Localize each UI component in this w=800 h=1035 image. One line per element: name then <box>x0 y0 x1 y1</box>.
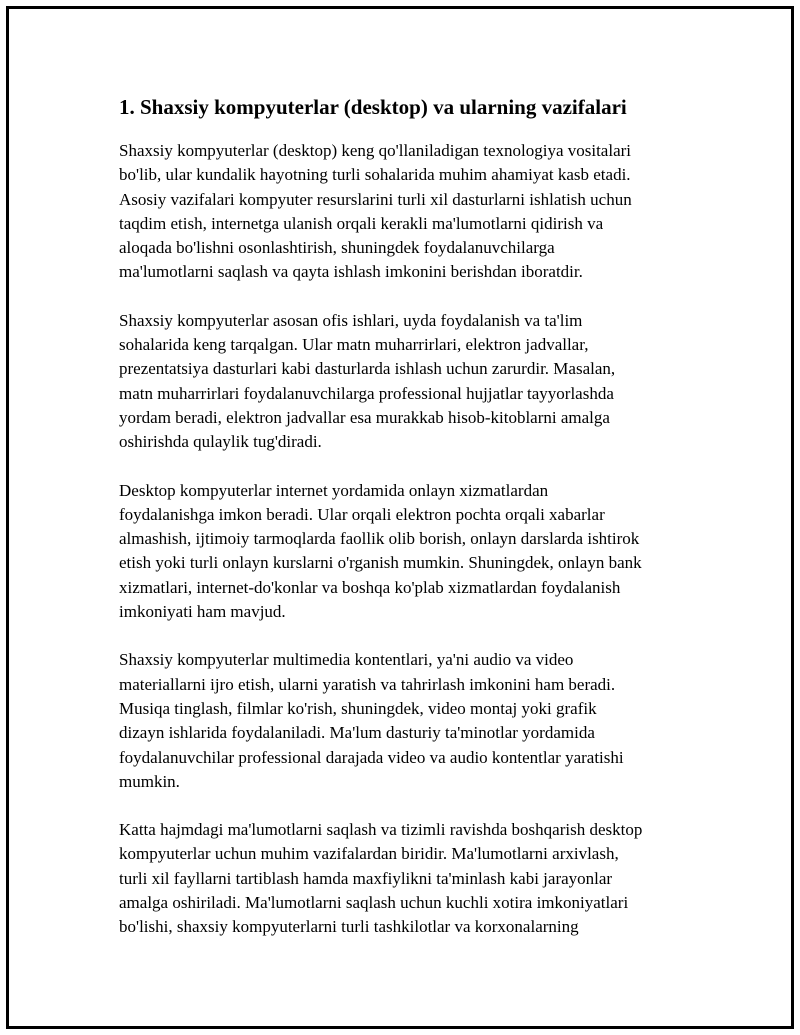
text-line: oshirishda qulaylik tug'diradi. <box>119 432 322 452</box>
text-line: foydalanishga imkon beradi. Ular orqali elektron pochta orqali xabarlar <box>119 504 605 524</box>
text-line: bo'lib, ular kundalik hayotning turli sohalarida muhim ahamiyat kasb etadi. <box>119 165 631 185</box>
text-line: turli xil fayllarni tartiblash hamda maxfiylikni ta'minlash kabi jarayonlar <box>119 868 613 888</box>
text-line: almashish, ijtimoiy tarmoqlarda faollik olib borish, onlayn darslarda ishtirok <box>119 529 640 549</box>
text-line: prezentatsiya dasturlari kabi dasturlarda ishlash uchun zarurdir. Masalan, <box>119 359 616 379</box>
text-line: aloqada bo'lishni osonlashtirish, shuningdek foydalanuvchilarga <box>119 238 555 258</box>
text-line: yordam beradi, elektron jadvallar esa murakkab hisob-kitoblarni amalga <box>119 407 610 427</box>
text-line: Shaxsiy kompyuterlar (desktop) keng qo'llaniladigan texnologiya vositalari <box>119 141 632 160</box>
text-line: materiallarni ijro etish, ularni yaratish va tahrirlash imkonini ham beradi. <box>119 674 616 694</box>
section-heading: 1. Shaxsiy kompyuterlar (desktop) va ularning vazifalari <box>119 95 627 119</box>
text-line: Katta hajmdagi ma'lumotlarni saqlash va tizimli ravishda boshqarish desktop <box>119 820 643 840</box>
paragraph-1 <box>119 139 699 285</box>
paragraph-3 <box>119 479 699 625</box>
text-line: Asosiy vazifalari kompyuter resurslarini turli xil dasturlarni ishlatish uchun <box>119 189 632 209</box>
text-line: matn muharrirlari foydalanuvchilarga professional hujjatlar tayyorlashda <box>119 383 614 403</box>
text-line: imkoniyati ham mavjud. <box>119 602 286 622</box>
text-line: mumkin. <box>119 771 180 791</box>
paragraph-2 <box>119 309 699 455</box>
text-line: Musiqa tinglash, filmlar ko'rish, shuningdek, video montaj yoki grafik <box>119 698 597 718</box>
document-page <box>6 6 794 1029</box>
text-line: Shaxsiy kompyuterlar multimedia kontentlari, ya'ni audio va video <box>119 650 574 670</box>
text-line: sohalarida keng tarqalgan. Ular matn muharrirlari, elektron jadvallar, <box>119 335 589 355</box>
text-line: xizmatlari, internet-do'konlar va boshqa ko'plab xizmatlardan foydalanish <box>119 577 621 597</box>
text-line: taqdim etish, internetga ulanish orqali kerakli ma'lumotlarni qidirish va <box>119 213 604 233</box>
text-line: etish yoki turli onlayn kurslarni o'rganish mumkin. Shuningdek, onlayn bank <box>119 553 642 573</box>
text-line: amalga oshiriladi. Ma'lumotlarni saqlash uchun kuchli xotira imkoniyatlari <box>119 893 629 913</box>
text-line: foydalanuvchilar professional darajada video va audio kontentlar yaratishi <box>119 747 624 767</box>
text-line: Desktop kompyuterlar internet yordamida onlayn xizmatlardan <box>119 480 549 500</box>
text-line: Shaxsiy kompyuterlar asosan ofis ishlari, uyda foydalanish va ta'lim <box>119 310 583 330</box>
text-line: bo'lishi, shaxsiy kompyuterlarni turli tashkilotlar va korxonalarning <box>119 917 579 937</box>
text-line: kompyuterlar uchun muhim vazifalardan biridir. Ma'lumotlarni arxivlash, <box>119 844 619 864</box>
document-body <box>119 92 699 964</box>
paragraph-5 <box>119 818 699 939</box>
text-line: dizayn ishlarida foydalaniladi. Ma'lum dasturiy ta'minotlar yordamida <box>119 723 595 743</box>
text-line: ma'lumotlarni saqlash va qayta ishlash imkonini berishdan iboratdir. <box>119 262 583 282</box>
paragraph-4 <box>119 648 699 794</box>
